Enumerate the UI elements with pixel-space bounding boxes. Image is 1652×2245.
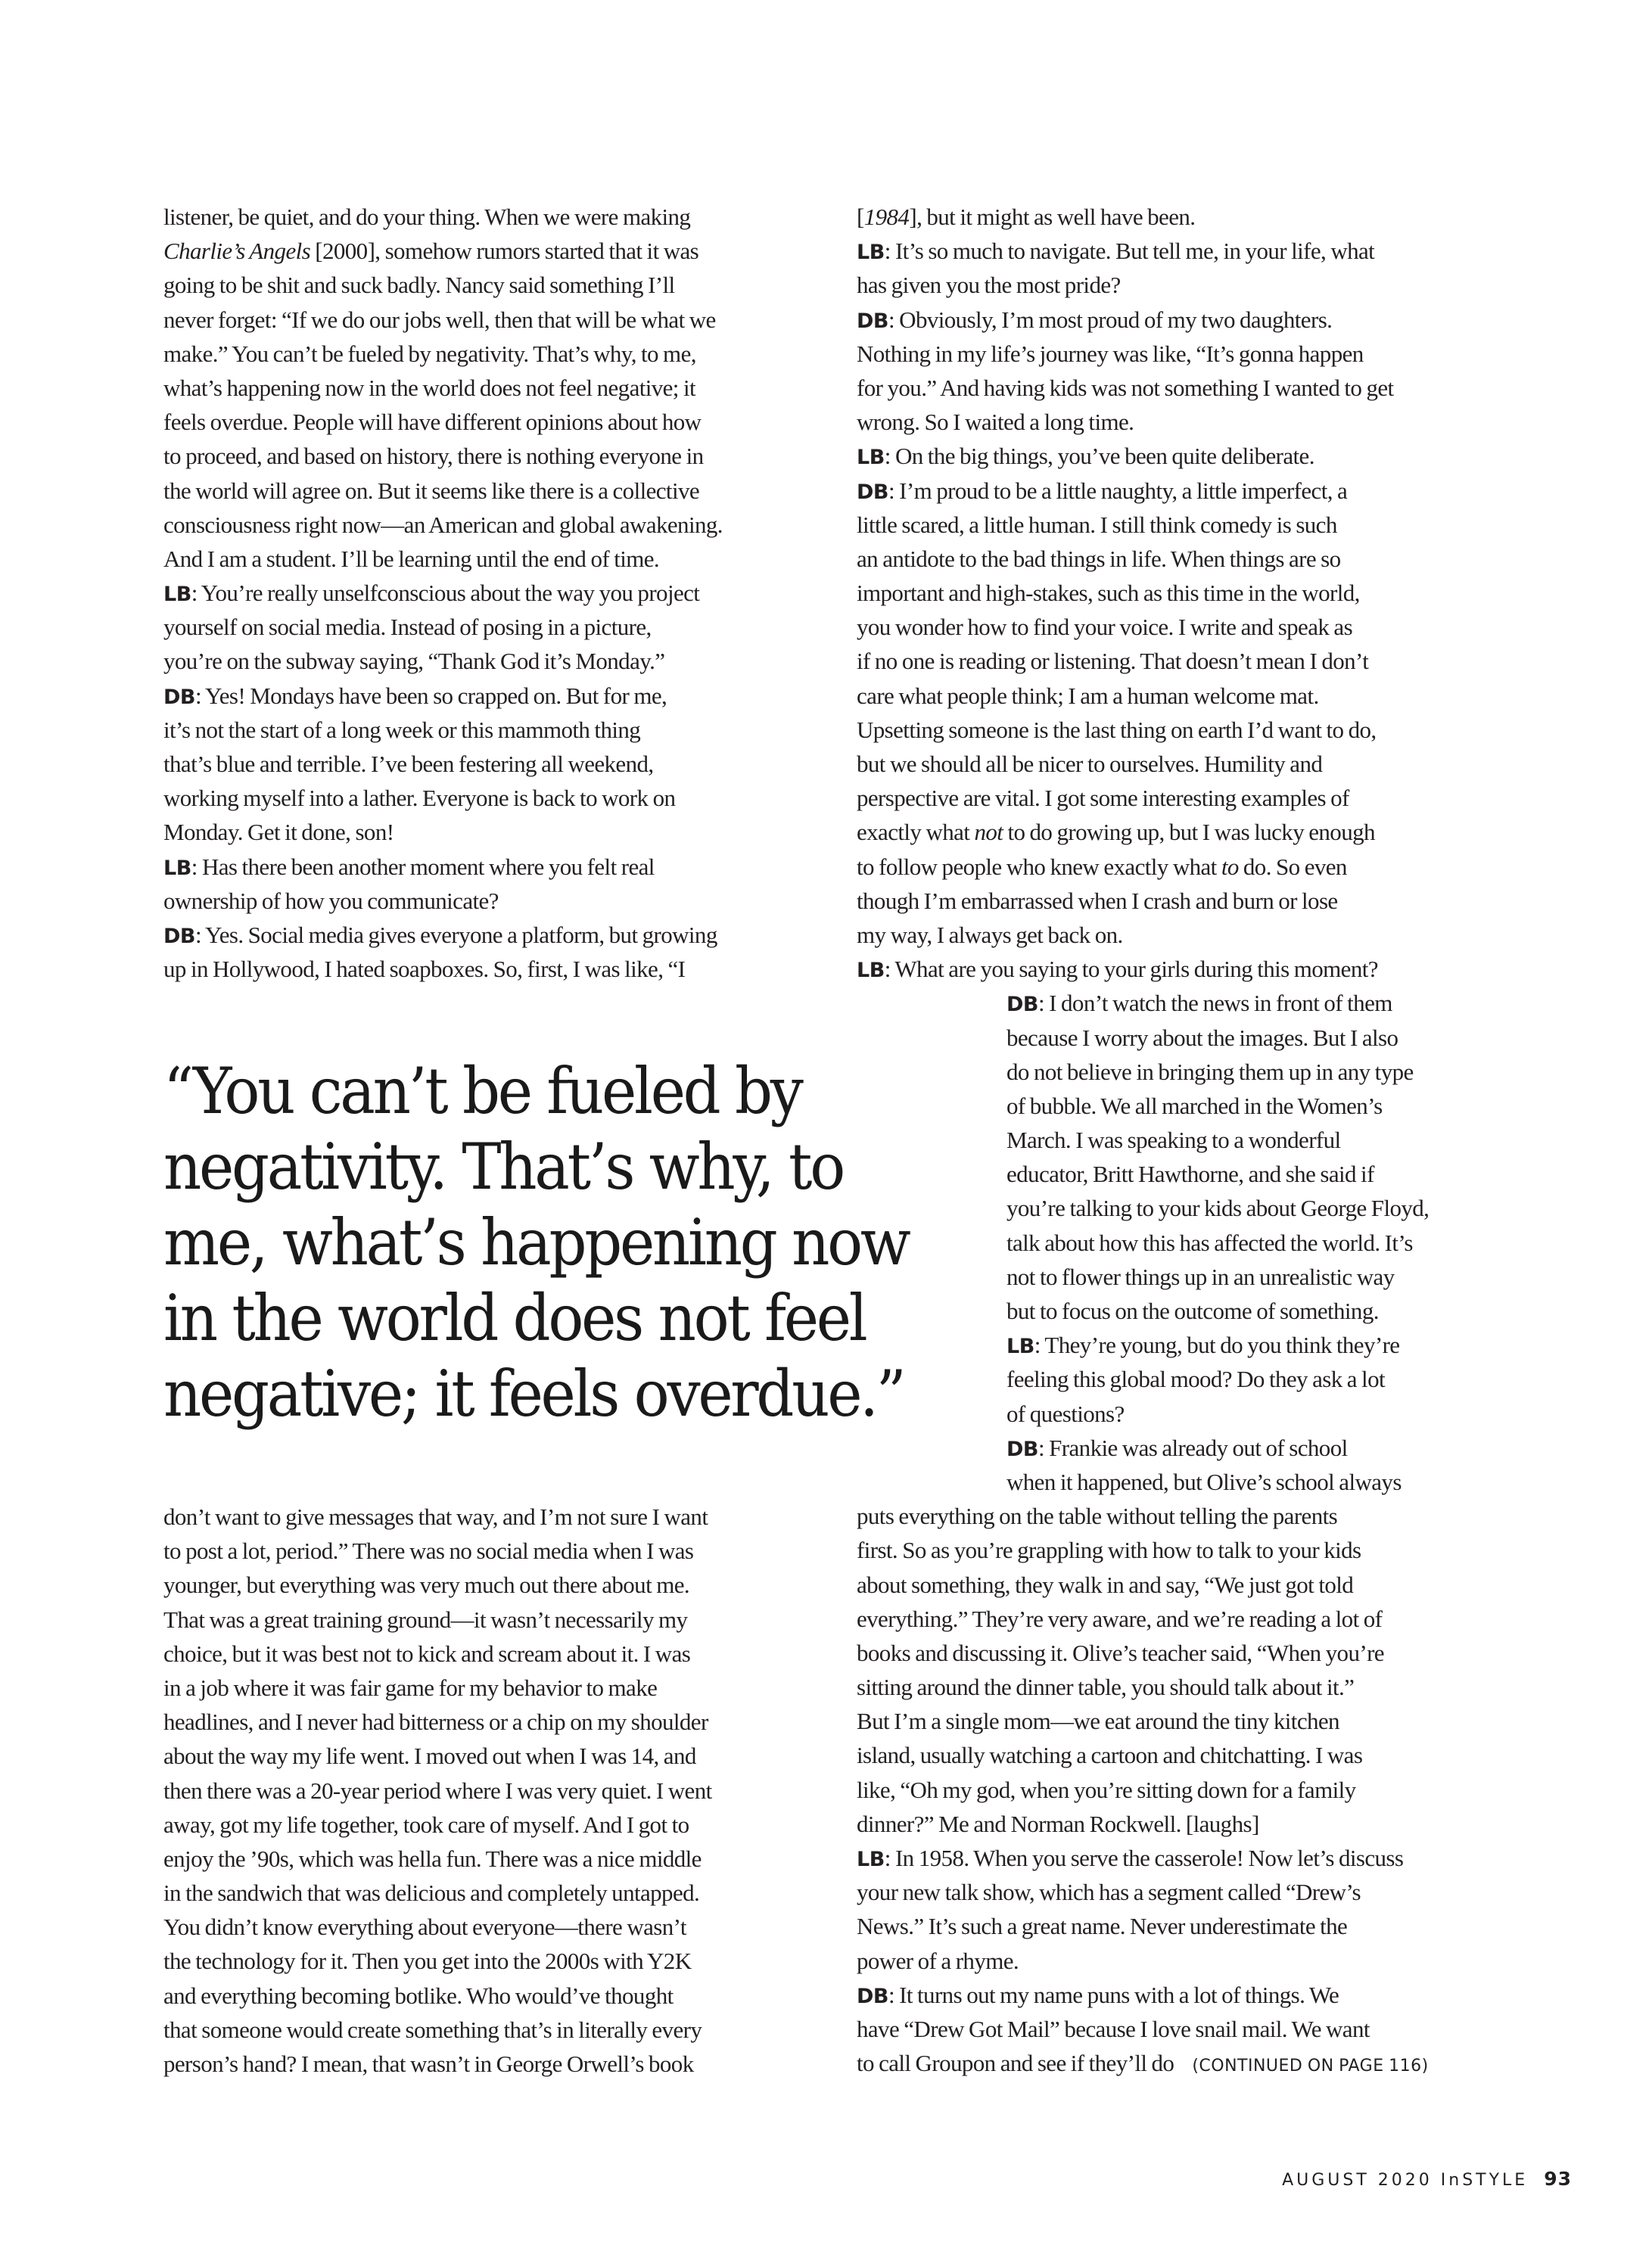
text-line (163, 610, 822, 644)
text-line (857, 405, 1523, 439)
text-line (857, 1533, 1523, 1567)
text-line (857, 1260, 1523, 1294)
text-line (857, 644, 1523, 678)
text-segment: of bubble. We all marched in the Women’s (1006, 1092, 1383, 1119)
page-number: 93 (1544, 2168, 1572, 2190)
text-line (163, 1979, 822, 2013)
text-line (857, 371, 1523, 405)
text-line (163, 337, 822, 371)
text-segment: : I don’t watch the news in front of them (1038, 990, 1392, 1017)
text-segment: about something, they walk in and say, “We just got told (857, 1571, 1354, 1598)
pull-quote-line: me, what’s happening now (163, 1205, 909, 1280)
text-line (163, 1944, 822, 1978)
text-line (163, 234, 822, 268)
text-line (857, 2046, 1523, 2080)
text-line (857, 1089, 1523, 1123)
text-line (163, 884, 822, 918)
text-line (163, 952, 822, 986)
text-segment: but to focus on the outcome of something. (1006, 1298, 1379, 1324)
text-segment: enjoy the ’90s, which was hella fun. There was a nice middle (163, 1845, 702, 1872)
text-segment: : Frankie was already out of school (1038, 1434, 1348, 1461)
text-line (857, 1362, 1523, 1396)
text-segment: dinner?” Me and Norman Rockwell. [laughs] (857, 1810, 1259, 1837)
text-line (163, 781, 822, 815)
text-line (857, 542, 1523, 576)
text-line (163, 747, 822, 781)
text-segment: feeling this global mood? Do they ask a lot (1006, 1366, 1385, 1393)
text-line (857, 200, 1523, 234)
text-line (857, 1021, 1523, 1055)
text-segment: in a job where it was fair game for my behavior to make (163, 1674, 658, 1701)
speaker-label: LB (857, 241, 885, 265)
text-segment: not to flower things up in an unrealistic way (1006, 1263, 1395, 1290)
text-segment: and everything becoming botlike. Who would’ve thought (163, 1982, 674, 2009)
text-segment: the technology for it. Then you get into the 2000s with Y2K (163, 1948, 692, 1975)
text-line (163, 2047, 822, 2081)
text-segment: perspective are vital. I got some interesting examples of (857, 785, 1349, 812)
text-line (857, 1602, 1523, 1636)
text-line (857, 1841, 1523, 1875)
text-segment: that’s blue and terrible. I’ve been festering all weekend, (163, 751, 654, 777)
text-line (163, 815, 822, 849)
text-line (163, 405, 822, 439)
text-line (163, 850, 822, 884)
text-line (163, 644, 822, 678)
text-segment: You didn’t know everything about everyone—there wasn’t (163, 1914, 686, 1941)
text-segment: my way, I always get back on. (857, 921, 1123, 948)
pull-quote-line: negativity. That’s why, to (163, 1130, 843, 1204)
text-line (163, 576, 822, 610)
text-line (857, 1328, 1523, 1362)
speaker-label: LB (1006, 1335, 1034, 1359)
text-segment: do not believe in bringing them up in any type (1006, 1058, 1414, 1085)
text-segment: Upsetting someone is the last thing on earth I’d want to do, (857, 716, 1377, 743)
text-line (163, 1603, 822, 1637)
text-segment: : On the big things, you’ve been quite deliberate. (884, 443, 1314, 470)
text-segment: first. So as you’re grappling with how to talk to your kids (857, 1537, 1361, 1564)
text-segment: But I’m a single mom—we eat around the tiny kitchen (857, 1708, 1339, 1735)
text-line (163, 303, 822, 337)
text-segment: exactly what (857, 819, 975, 846)
text-segment: what’s happening now in the world does not feel negative; it (163, 374, 695, 401)
text-line (857, 1807, 1523, 1841)
text-segment: of questions? (1006, 1400, 1125, 1427)
text-line (163, 1739, 822, 1773)
text-segment: : It turns out my name puns with a lot of things. We (888, 1981, 1339, 2008)
text-segment: to call Groupon and see if they’ll do (857, 2050, 1174, 2077)
text-segment: that someone would create something that’s in literally every (163, 2016, 702, 2043)
page-footer (1282, 2168, 1572, 2190)
italic-emphasis: 1984 (863, 204, 910, 230)
text-line (857, 1944, 1523, 1978)
text-segment: consciousness right now—an American and global awakening. (163, 511, 723, 538)
speaker-label: LB (857, 959, 885, 983)
text-segment: : Yes. Social media gives everyone a platform, but growing (195, 921, 717, 948)
article-column-left-top (163, 200, 822, 986)
text-segment: : It’s so much to navigate. But tell me, in your life, what (884, 238, 1375, 265)
text-segment: educator, Britt Hawthorne, and she said if (1006, 1161, 1374, 1188)
text-line (857, 474, 1523, 508)
speaker-label: DB (1006, 993, 1038, 1017)
text-line (857, 610, 1523, 644)
text-line (857, 576, 1523, 610)
text-line (857, 781, 1523, 815)
text-line (163, 542, 822, 576)
italic-title: Charlie’s Angels (163, 238, 311, 265)
text-segment: to do growing up, but I was lucky enough (1003, 819, 1375, 846)
text-segment: listener, be quiet, and do your thing. When we were making (163, 204, 691, 230)
text-line (163, 918, 822, 952)
text-line (163, 679, 822, 713)
text-segment: talk about how this has affected the world. It’s (1006, 1229, 1413, 1256)
text-segment: choice, but it was best not to kick and scream about it. I was (163, 1640, 691, 1667)
text-segment: do. So even (1238, 853, 1347, 880)
text-segment: : You’re really unselfconscious about the way you project (191, 580, 700, 607)
text-segment: Nothing in my life’s journey was like, “It’s gonna happen (857, 340, 1364, 367)
text-line (857, 884, 1523, 918)
text-segment: power of a rhyme. (857, 1947, 1019, 1974)
speaker-label: DB (857, 1984, 888, 2008)
speaker-label: DB (857, 480, 888, 504)
text-line (857, 2012, 1523, 2046)
text-segment: island, usually watching a cartoon and chitchatting. I was (857, 1742, 1363, 1769)
speaker-label: LB (163, 856, 191, 880)
article-column-right (857, 200, 1523, 2080)
magazine-name: InSTYLE (1440, 2171, 1529, 2190)
text-segment: And I am a student. I’ll be learning until the end of time. (163, 545, 660, 572)
text-line (857, 1226, 1523, 1260)
text-line (857, 1636, 1523, 1670)
text-segment: but we should all be nicer to ourselves. Humility and (857, 751, 1323, 777)
text-segment: person’s hand? I mean, that wasn’t in George Orwell’s book (163, 2051, 694, 2077)
text-line (163, 713, 822, 747)
text-segment: working myself into a lather. Everyone is back to work on (163, 785, 676, 812)
text-segment: you wonder how to find your voice. I write and speak as (857, 614, 1353, 641)
text-line (163, 1534, 822, 1568)
text-segment: an antidote to the bad things in life. When things are so (857, 545, 1341, 572)
text-line (857, 918, 1523, 952)
text-line (857, 508, 1523, 542)
text-line (857, 1704, 1523, 1738)
text-line (163, 200, 822, 234)
text-line (163, 1808, 822, 1842)
text-line (857, 1499, 1523, 1533)
speaker-label: DB (1006, 1437, 1038, 1461)
text-line (163, 268, 822, 302)
speaker-label: DB (163, 924, 195, 948)
text-line (163, 1842, 822, 1876)
text-segment: make.” You can’t be fueled by negativity. That’s why, to me, (163, 340, 696, 367)
text-segment: puts everything on the table without telling the parents (857, 1503, 1338, 1530)
text-segment: sitting around the dinner table, you should talk about it.” (857, 1674, 1355, 1701)
text-segment: That was a great training ground—it wasn’t necessarily my (163, 1606, 688, 1633)
text-segment: yourself on social media. Instead of posing in a picture, (163, 614, 652, 641)
text-line (857, 1294, 1523, 1328)
text-segment: : Yes! Mondays have been so crapped on. But for me, (195, 682, 667, 709)
text-line (163, 508, 822, 542)
text-line (857, 679, 1523, 713)
text-line (857, 1157, 1523, 1191)
text-line (857, 952, 1523, 986)
text-segment: in the sandwich that was delicious and completely untapped. (163, 1880, 700, 1907)
text-line (857, 1191, 1523, 1225)
text-segment: if no one is reading or listening. That doesn’t mean I don’t (857, 648, 1369, 675)
text-segment: has given you the most pride? (857, 272, 1121, 299)
text-line (163, 371, 822, 405)
text-line (857, 268, 1523, 302)
text-segment: when it happened, but Olive’s school always (1006, 1468, 1402, 1495)
text-segment: have “Drew Got Mail” because I love snail mail. We want (857, 2015, 1370, 2042)
text-line (163, 1876, 822, 1910)
text-line (857, 1909, 1523, 1943)
text-line (163, 1705, 822, 1739)
text-line (857, 1123, 1523, 1157)
text-line (163, 439, 822, 473)
text-line (857, 1397, 1523, 1431)
text-segment: headlines, and I never had bitterness or a chip on my shoulder (163, 1709, 708, 1736)
text-line (857, 747, 1523, 781)
text-segment: March. I was speaking to a wonderful (1006, 1127, 1341, 1154)
text-segment: [2000], somehow rumors started that it was (310, 238, 699, 265)
text-segment: don’t want to give messages that way, and I’m not sure I want (163, 1503, 708, 1530)
text-line (163, 1568, 822, 1602)
text-segment: important and high-stakes, such as this time in the world, (857, 580, 1360, 607)
text-segment: [ (857, 204, 864, 230)
text-line (857, 1055, 1523, 1089)
text-segment: then there was a 20-year period where I was very quiet. I went (163, 1777, 712, 1804)
text-line (857, 815, 1523, 849)
text-segment: : Has there been another moment where you felt real (191, 853, 655, 880)
text-line (857, 337, 1523, 371)
text-segment: like, “Oh my god, when you’re sitting down for a family (857, 1776, 1356, 1803)
text-line (857, 1773, 1523, 1807)
pull-quote-line: in the world does not feel (163, 1281, 866, 1355)
text-line (857, 713, 1523, 747)
text-segment: away, got my life together, took care of myself. And I got to (163, 1811, 689, 1838)
text-segment: care what people think; I am a human welcome mat. (857, 682, 1319, 709)
text-segment: ownership of how you communicate? (163, 887, 499, 914)
text-segment: you’re on the subway saying, “Thank God it’s Monday.” (163, 648, 665, 675)
text-line (857, 1465, 1523, 1499)
text-segment: to proceed, and based on history, there is nothing everyone in (163, 443, 704, 470)
text-line (163, 1774, 822, 1808)
pull-quote-line: negative; it feels overdue.” (163, 1357, 904, 1431)
text-line (857, 1670, 1523, 1704)
text-segment: Monday. Get it done, son! (163, 819, 394, 846)
text-segment: because I worry about the images. But I also (1006, 1024, 1398, 1051)
text-line (163, 1500, 822, 1534)
text-line (857, 1431, 1523, 1465)
text-segment: little scared, a little human. I still think comedy is such (857, 511, 1337, 538)
issue-date: AUGUST 2020 (1282, 2171, 1433, 2190)
text-segment: : They’re young, but do you think they’re (1034, 1332, 1400, 1359)
text-segment: : I’m proud to be a little naughty, a little imperfect, a (888, 477, 1348, 504)
text-line (857, 1738, 1523, 1772)
text-line (163, 1671, 822, 1705)
continued-on-page: (CONTINUED ON PAGE 116) (1192, 2057, 1429, 2076)
pull-quote (163, 1053, 938, 1432)
text-line (163, 2013, 822, 2047)
text-segment: wrong. So I waited a long time. (857, 409, 1134, 436)
text-line (163, 1910, 822, 1944)
text-segment: about the way my life went. I moved out when I was 14, and (163, 1743, 696, 1770)
text-line (857, 303, 1523, 337)
text-segment: never forget: “If we do our jobs well, then that will be what we (163, 306, 716, 333)
text-line (857, 1568, 1523, 1602)
text-segment: you’re talking to your kids about George Floyd, (1006, 1195, 1430, 1222)
text-segment: books and discussing it. Olive’s teacher said, “When you’re (857, 1639, 1384, 1666)
text-line (857, 1875, 1523, 1909)
speaker-label: LB (857, 446, 885, 470)
pull-quote-line: “You can’t be fueled by (163, 1054, 801, 1128)
text-segment: the world will agree on. But it seems like there is a collective (163, 477, 700, 504)
text-line (163, 474, 822, 508)
text-segment: to follow people who knew exactly what (857, 853, 1221, 880)
text-segment: : Obviously, I’m most proud of my two daughters. (888, 306, 1333, 333)
text-line (857, 1978, 1523, 2012)
speaker-label: DB (163, 685, 195, 709)
text-segment: it’s not the start of a long week or this mammoth thing (163, 716, 641, 743)
text-segment: News.” It’s such a great name. Never underestimate the (857, 1913, 1348, 1940)
text-line (857, 439, 1523, 473)
speaker-label: LB (163, 583, 191, 607)
speaker-label: LB (857, 1848, 885, 1871)
text-segment: everything.” They’re very aware, and we’re reading a lot of (857, 1605, 1383, 1632)
text-segment: to post a lot, period.” There was no social media when I was (163, 1538, 694, 1565)
text-line (857, 986, 1523, 1020)
text-segment: up in Hollywood, I hated soapboxes. So, first, I was like, “I (163, 956, 686, 983)
text-segment: ], but it might as well have been. (909, 204, 1196, 230)
text-segment: : In 1958. When you serve the casserole! Now let’s discuss (884, 1845, 1404, 1871)
text-segment: younger, but everything was very much out there about me. (163, 1572, 690, 1599)
text-line (857, 234, 1523, 268)
article-column-left-bottom (163, 1500, 822, 2081)
italic-emphasis: not (974, 819, 1003, 846)
text-segment: going to be shit and suck badly. Nancy said something I’ll (163, 272, 675, 299)
text-line (857, 850, 1523, 884)
text-segment: for you.” And having kids was not something I wanted to get (857, 374, 1394, 401)
text-segment: : What are you saying to your girls during this moment? (884, 956, 1378, 983)
speaker-label: DB (857, 309, 888, 333)
text-line (163, 1637, 822, 1671)
text-segment: feels overdue. People will have different opinions about how (163, 409, 702, 436)
text-segment: though I’m embarrassed when I crash and burn or lose (857, 887, 1338, 914)
italic-emphasis: to (1221, 853, 1239, 880)
text-segment: your new talk show, which has a segment called “Drew’s (857, 1879, 1361, 1906)
